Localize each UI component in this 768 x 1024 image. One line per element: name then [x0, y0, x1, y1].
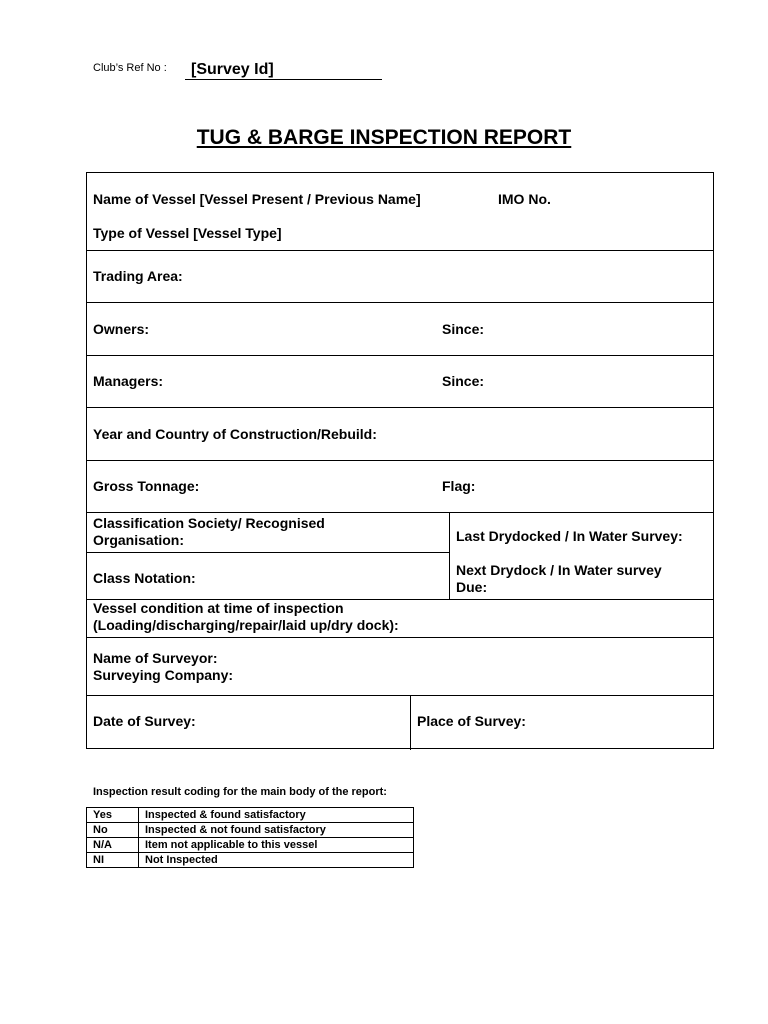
- managers-since-label: Since:: [442, 373, 485, 389]
- class-society-label-line1: Classification Society/ Recognised: [93, 515, 325, 531]
- table-row: [87, 808, 414, 823]
- managers-label: Managers:: [93, 373, 164, 389]
- code-cell: No: [87, 823, 139, 838]
- trading-area-label: Trading Area:: [93, 268, 183, 284]
- construction-label: Year and Country of Construction/Rebuild:: [93, 426, 377, 442]
- meaning-cell: Not Inspected: [139, 853, 414, 868]
- flag-label: Flag:: [442, 478, 476, 494]
- class-society-label-line2: Organisation:: [93, 532, 185, 548]
- code-cell: NI: [87, 853, 139, 868]
- legend-title: Inspection result coding for the main body of the report:: [93, 786, 387, 798]
- vessel-name-label: Name of Vessel [Vessel Present / Previous Name]: [93, 191, 421, 207]
- next-drydock-label-line1: Next Drydock / In Water survey: [456, 562, 662, 578]
- next-drydock-label-line2: Due:: [456, 579, 488, 595]
- imo-label: IMO No.: [498, 191, 551, 207]
- meaning-cell: Inspected & found satisfactory: [139, 808, 414, 823]
- code-cell: N/A: [87, 838, 139, 853]
- code-cell: Yes: [87, 808, 139, 823]
- club-ref-label: Club’s Ref No :: [93, 62, 167, 74]
- vessel-type-label: Type of Vessel [Vessel Type]: [93, 225, 282, 241]
- table-row: [87, 823, 414, 838]
- vessel-info-form: [86, 172, 714, 749]
- owners-since-label: Since:: [442, 321, 485, 337]
- table-row: [87, 853, 414, 868]
- result-coding-table: [86, 807, 414, 868]
- meaning-cell: Item not applicable to this vessel: [139, 838, 414, 853]
- last-drydocked-label: Last Drydocked / In Water Survey:: [456, 528, 683, 544]
- report-title: TUG & BARGE INSPECTION REPORT: [196, 126, 572, 149]
- survey-id-field[interactable]: [Survey Id]: [185, 60, 382, 80]
- surveying-company-label: Surveying Company:: [93, 667, 234, 683]
- date-of-survey-label: Date of Survey:: [93, 713, 196, 729]
- table-row: [87, 838, 414, 853]
- surveyor-name-label: Name of Surveyor:: [93, 650, 218, 666]
- meaning-cell: Inspected & not found satisfactory: [139, 823, 414, 838]
- place-of-survey-label: Place of Survey:: [417, 713, 526, 729]
- vessel-condition-label-line1: Vessel condition at time of inspection: [93, 600, 344, 616]
- vessel-condition-label-line2: (Loading/discharging/repair/laid up/dry dock):: [93, 617, 399, 633]
- class-notation-label: Class Notation:: [93, 570, 196, 586]
- gross-tonnage-label: Gross Tonnage:: [93, 478, 200, 494]
- owners-label: Owners:: [93, 321, 150, 337]
